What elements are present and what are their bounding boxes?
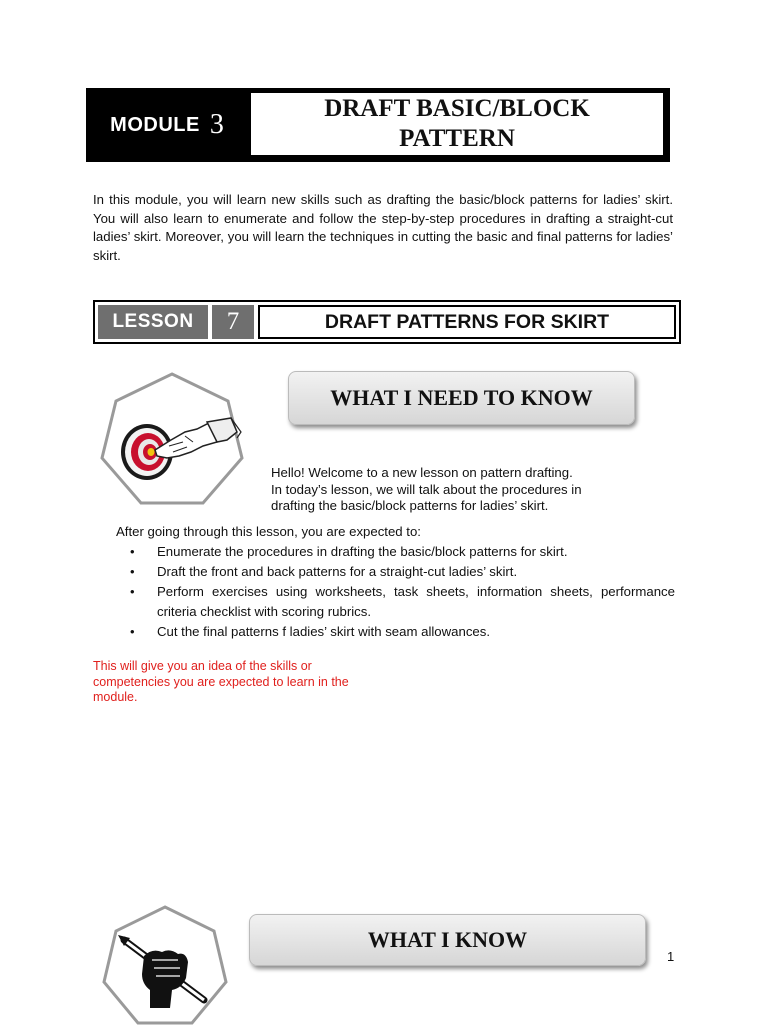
lesson-title: DRAFT PATTERNS FOR SKIRT [258, 305, 676, 339]
module-intro: In this module, you will learn new skills such as drafting the basic/block patterns for ladies’ skirt. You will also learn to enumerate and follow the step-by-step procedures in drafting a straight-cut ladies’ skirt. Moreover, you will learn the techniques in cutting the basic and final patterns for ladies’ skirt. [93, 192, 673, 263]
objectives-intro: After going through this lesson, you are expected to: [116, 524, 421, 539]
welcome-line: drafting the basic/block patterns for ladies’ skirt. [271, 498, 549, 513]
list-item [130, 622, 675, 642]
bullet-icon: • [130, 584, 135, 599]
module-title-box [250, 92, 664, 156]
lesson-header [93, 300, 681, 344]
skills-note: This will give you an idea of the skills or competencies you are expected to learn in the module. [93, 659, 349, 704]
fist-pencil-icon [100, 904, 230, 1026]
bullet-icon: • [130, 544, 135, 559]
objective-text: Cut the final patterns f ladies’ skirt with seam allowances. [157, 624, 491, 639]
list-item [130, 562, 675, 582]
target-pointing-hand-icon [99, 372, 245, 506]
lesson-label: LESSON [98, 305, 208, 339]
objective-text: Enumerate the procedures in drafting the basic/block patterns for skirt. [157, 544, 568, 559]
objectives-list [130, 542, 675, 642]
lesson-number: 7 [212, 305, 254, 339]
module-label: MODULE [110, 113, 200, 136]
what-i-know-heading: WHAT I KNOW [249, 914, 646, 966]
welcome-line: Hello! Welcome to a new lesson on pattern drafting. [271, 465, 573, 480]
bullet-icon: • [130, 624, 135, 639]
bullet-icon: • [130, 564, 135, 579]
what-i-need-to-know-heading: WHAT I NEED TO KNOW [288, 371, 635, 425]
page-number: 1 [667, 949, 675, 964]
list-item [130, 582, 675, 622]
welcome-line: In today’s lesson, we will talk about the procedures in [271, 481, 582, 497]
objective-text: Draft the front and back patterns for a straight-cut ladies’ skirt. [157, 564, 518, 579]
welcome-text [271, 465, 691, 515]
module-header [86, 88, 670, 162]
module-badge [86, 88, 248, 162]
module-title: DRAFT BASIC/BLOCK PATTERN [324, 95, 590, 152]
module-number: 3 [209, 109, 224, 140]
objective-text: Perform exercises using worksheets, task sheets, information sheets, performance criteria checklist with scoring rubrics. [157, 584, 675, 619]
list-item [130, 542, 675, 562]
